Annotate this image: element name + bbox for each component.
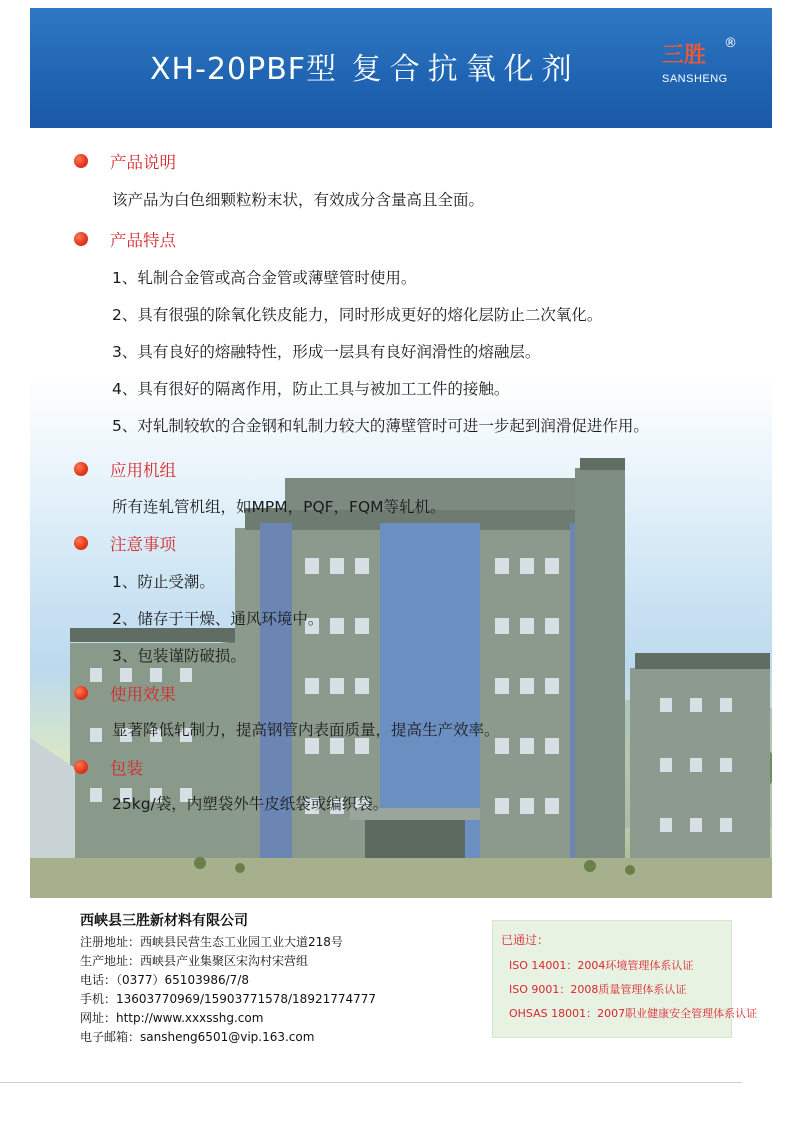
production-address: 生产地址：西峡县产业集聚区宋沟村宋营组 bbox=[80, 954, 309, 968]
website-link[interactable]: 网址：http://www.xxxsshg.com bbox=[80, 1011, 264, 1025]
registered-address: 注册地址：西峡县民营生态工业园工业大道218号 bbox=[80, 935, 343, 949]
mobile[interactable]: 手机：13603770969/15903771578/18921774777 bbox=[80, 992, 377, 1006]
section-bullet bbox=[74, 760, 88, 774]
certification-item: ISO 14001：2004环境管理体系认证 bbox=[509, 959, 694, 972]
certification-item: OHSAS 18001：2007职业健康安全管理体系认证 bbox=[509, 1007, 758, 1020]
section-bullet bbox=[74, 154, 88, 168]
company-name: 西峡县三胜新材料有限公司 bbox=[80, 913, 248, 929]
section-bullet bbox=[74, 232, 88, 246]
registered-mark: ® bbox=[724, 36, 737, 51]
section-text: 25kg/袋，内塑袋外牛皮纸袋或编织袋。 bbox=[112, 795, 389, 813]
brochure-page bbox=[30, 8, 772, 1083]
section-title: 产品说明 bbox=[110, 153, 176, 172]
section-bullet bbox=[74, 536, 88, 550]
section-title: 包装 bbox=[110, 759, 143, 778]
caution-item: 3、包装谨防破损。 bbox=[112, 647, 246, 665]
section-title: 注意事项 bbox=[110, 535, 176, 554]
header-band bbox=[30, 8, 772, 128]
feature-item: 4、具有很好的隔离作用，防止工具与被加工工件的接触。 bbox=[112, 380, 510, 398]
feature-item: 3、具有良好的熔融特性，形成一层具有良好润滑性的熔融层。 bbox=[112, 343, 541, 361]
phone: 电话：（0377）65103986/7/8 bbox=[80, 973, 249, 987]
logo-mark: 三胜 bbox=[662, 42, 707, 68]
section-text: 该产品为白色细颗粒粉末状，有效成分含量高且全面。 bbox=[112, 191, 485, 209]
product-model: XH-20PBF型 bbox=[150, 52, 338, 87]
section-title: 产品特点 bbox=[110, 231, 176, 250]
feature-item: 2、具有很强的除氧化铁皮能力，同时形成更好的熔化层防止二次氧化。 bbox=[112, 306, 603, 324]
email-link[interactable]: 电子邮箱：sansheng6501@vip.163.com bbox=[80, 1030, 315, 1044]
caution-item: 2、储存于干燥、通风环境中。 bbox=[112, 610, 324, 628]
caution-item: 1、防止受潮。 bbox=[112, 573, 215, 591]
brand-logo bbox=[662, 36, 737, 85]
section-text: 显著降低轧制力，提高钢管内表面质量，提高生产效率。 bbox=[112, 721, 500, 739]
section-title: 应用机组 bbox=[110, 461, 176, 480]
product-name: 复合抗氧化剂 bbox=[351, 52, 580, 87]
certification-box bbox=[492, 920, 758, 1038]
page-title bbox=[150, 44, 580, 88]
company-footer bbox=[30, 898, 772, 1083]
section-bullet bbox=[74, 686, 88, 700]
section-bullet bbox=[74, 462, 88, 476]
feature-item: 5、对轧制较软的合金钢和轧制力较大的薄壁管时可进一步起到润滑促进作用。 bbox=[112, 417, 649, 435]
logo-wordmark: SANSHENG bbox=[662, 73, 728, 85]
section-text: 所有连轧管机组，如MPM，PQF，FQM等轧机。 bbox=[112, 498, 446, 516]
certification-item: ISO 9001：2008质量管理体系认证 bbox=[509, 983, 687, 996]
bottom-divider bbox=[0, 1082, 742, 1083]
certification-heading: 已通过： bbox=[501, 933, 550, 947]
feature-item: 1、轧制合金管或高合金管或薄壁管时使用。 bbox=[112, 269, 417, 287]
section-title: 使用效果 bbox=[110, 685, 176, 704]
